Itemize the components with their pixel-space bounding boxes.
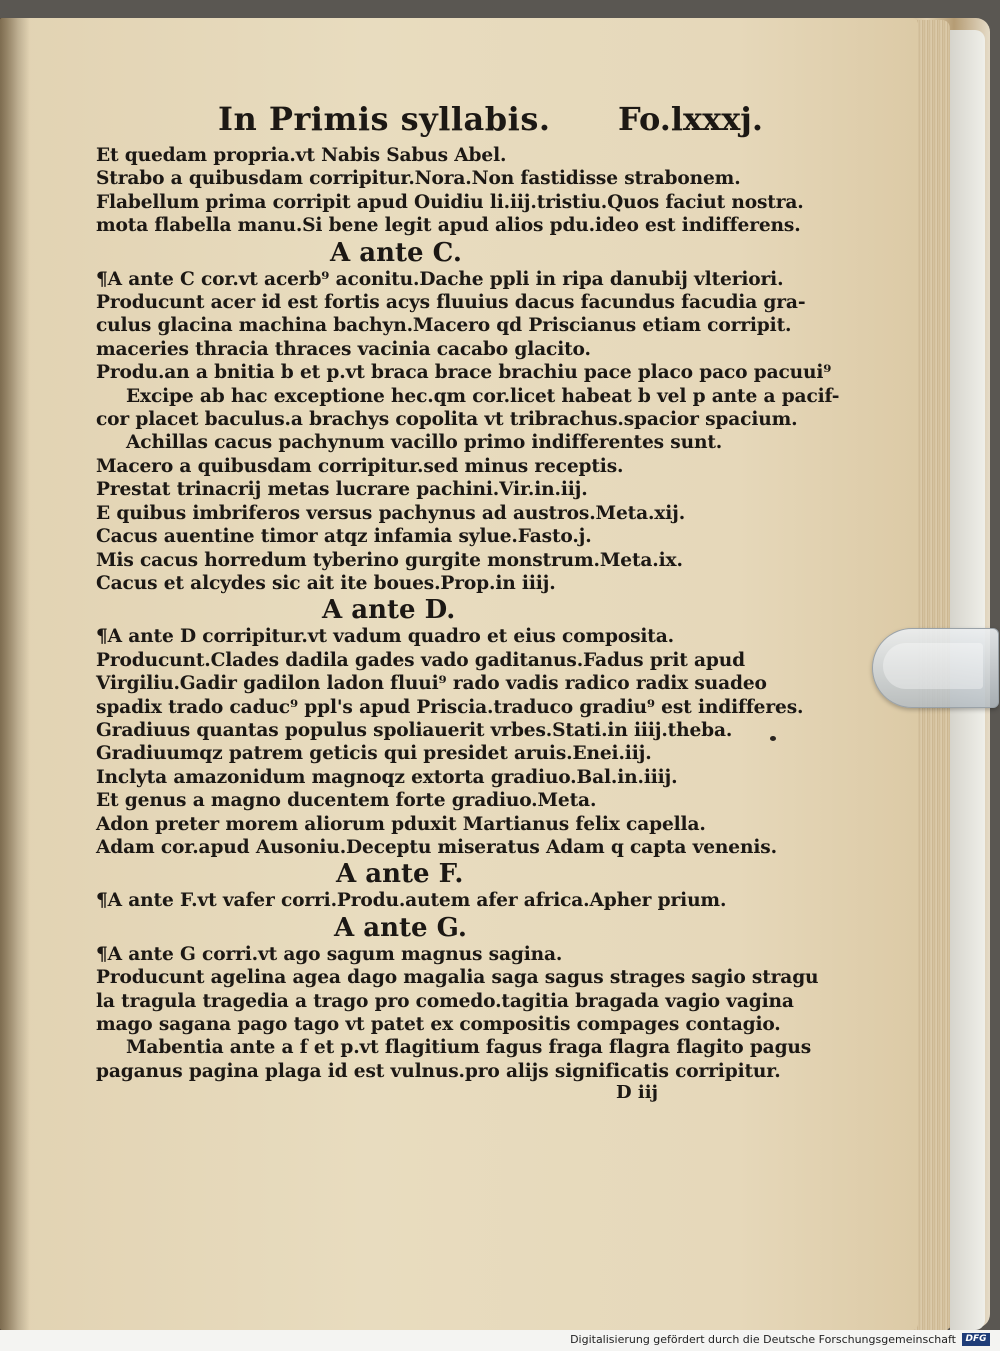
gutter-shadow xyxy=(0,18,30,1330)
text-line: Excipe ab hac exceptione hec.qm cor.licet habeat b vel p ante a pacif- xyxy=(126,385,840,407)
text-line: ¶A ante F.vt vafer corri.Produ.autem afer africa.Apher prium. xyxy=(96,890,727,912)
signature-mark: D iij xyxy=(616,1082,659,1103)
running-head: In Primis syllabis. xyxy=(218,100,551,138)
text-line: Mabentia ante a f et p.vt flagitium fagus fraga flagra flagito pagus xyxy=(126,1037,812,1059)
page-clip xyxy=(872,628,999,708)
footer-bar xyxy=(0,1330,1000,1351)
text-line: la tragula tragedia a trago pro comedo.tagitia bragada vagio vagina xyxy=(96,990,794,1012)
text-line: Et genus a magno ducentem forte gradiuo.Meta. xyxy=(96,790,597,812)
text-line: ¶A ante C cor.vt acerb⁹ aconitu.Dache ppli in ripa danubij vlteriori. xyxy=(96,268,784,290)
section-g xyxy=(96,943,819,1083)
text-line: Flabellum prima corripit apud Ouidiu li.iij.tristiu.Quos faciut nostra. xyxy=(96,191,804,213)
text-line: Produ.an a bnitia b et p.vt braca brace brachiu pace placo paco pacuui⁹ xyxy=(96,362,832,384)
section-d xyxy=(96,625,804,859)
text-line: Mis cacus horredum tyberino gurgite monstrum.Meta.ix. xyxy=(96,549,683,571)
text-line: culus glacina machina bachyn.Macero qd Priscianus etiam corripit. xyxy=(96,315,792,337)
folio-number: Fo.lxxxj. xyxy=(618,100,763,138)
section-intro xyxy=(96,144,804,238)
text-line: paganus pagina plaga id est vulnus.pro alijs significatis corripitur. xyxy=(96,1060,781,1082)
text-line: Cacus auentine timor atqz infamia sylue.Fasto.j. xyxy=(96,526,592,548)
section-c xyxy=(96,268,840,596)
text-line: Virgiliu.Gadir gadilon ladon fluui⁹ rado vadis radico radix suadeo xyxy=(96,673,767,695)
section-heading-g: A ante G. xyxy=(334,912,467,943)
text-line: cor placet baculus.a brachys copolita vt tribrachus.spacior spacium. xyxy=(96,409,798,431)
text-line: Prestat trinacrij metas lucrare pachini.Vir.in.iij. xyxy=(96,479,588,501)
text-line: E quibus imbriferos versus pachynus ad austros.Meta.xij. xyxy=(96,502,686,524)
text-line: Strabo a quibusdam corripitur.Nora.Non fastidisse strabonem. xyxy=(96,168,741,190)
text-line: spadix trado caduc⁹ ppl's apud Priscia.traduco gradiu⁹ est indifferes. xyxy=(96,696,804,718)
text-line: Adon preter morem aliorum pduxit Martianus felix capella. xyxy=(96,813,706,835)
text-line: Producunt acer id est fortis acys fluuius dacus facundus facudia gra- xyxy=(96,292,806,314)
funding-credit: Digitalisierung gefördert durch die Deutsche Forschungsgemeinschaft xyxy=(570,1333,956,1346)
page-text-block xyxy=(96,100,840,1083)
text-line: mago sagana pago tago vt patet ex compositis compages contagio. xyxy=(96,1014,781,1035)
section-heading-c: A ante C. xyxy=(330,237,462,268)
text-line: Producunt agelina agea dago magalia saga sagus strages sagio stragu xyxy=(96,967,819,989)
text-line: Cacus et alcydes sic ait ite boues.Prop.in iiij. xyxy=(96,572,556,594)
section-heading-f: A ante F. xyxy=(336,859,464,890)
page-clip-highlight xyxy=(883,643,983,689)
text-line: ¶A ante G corri.vt ago sagum magnus sagina. xyxy=(96,943,563,965)
text-line: ¶A ante D corripitur.vt vadum quadro et eius composita. xyxy=(96,626,674,648)
section-heading-d: A ante D. xyxy=(322,595,456,626)
text-line: Et quedam propria.vt Nabis Sabus Abel. xyxy=(96,145,507,166)
text-line: Producunt.Clades dadila gades vado gaditanus.Fadus prit apud xyxy=(96,649,745,671)
text-line: maceries thracia thraces vacinia cacabo glacito. xyxy=(96,338,591,360)
text-line: Macero a quibusdam corripitur.sed minus receptis. xyxy=(96,455,624,477)
text-line: Gradiuumqz patrem geticis qui presidet aruis.Enei.iij. xyxy=(96,743,652,765)
section-f xyxy=(96,889,786,912)
text-line: Inclyta amazonidum magnoqz extorta gradiuo.Bal.in.iiij. xyxy=(96,766,678,788)
text-line: mota flabella manu.Si bene legit apud alios pdu.ideo est indifferens. xyxy=(96,215,801,237)
page-header xyxy=(96,100,786,144)
dfg-logo: DFG xyxy=(962,1333,990,1346)
text-line: Adam cor.apud Ausoniu.Deceptu miseratus Adam q capta venenis. xyxy=(96,836,777,858)
text-line: Gradiuus quantas populus spoliauerit vrbes.Stati.in iiij.theba. xyxy=(96,719,733,741)
text-line: Achillas cacus pachynum vacillo primo indifferentes sunt. xyxy=(126,432,723,454)
